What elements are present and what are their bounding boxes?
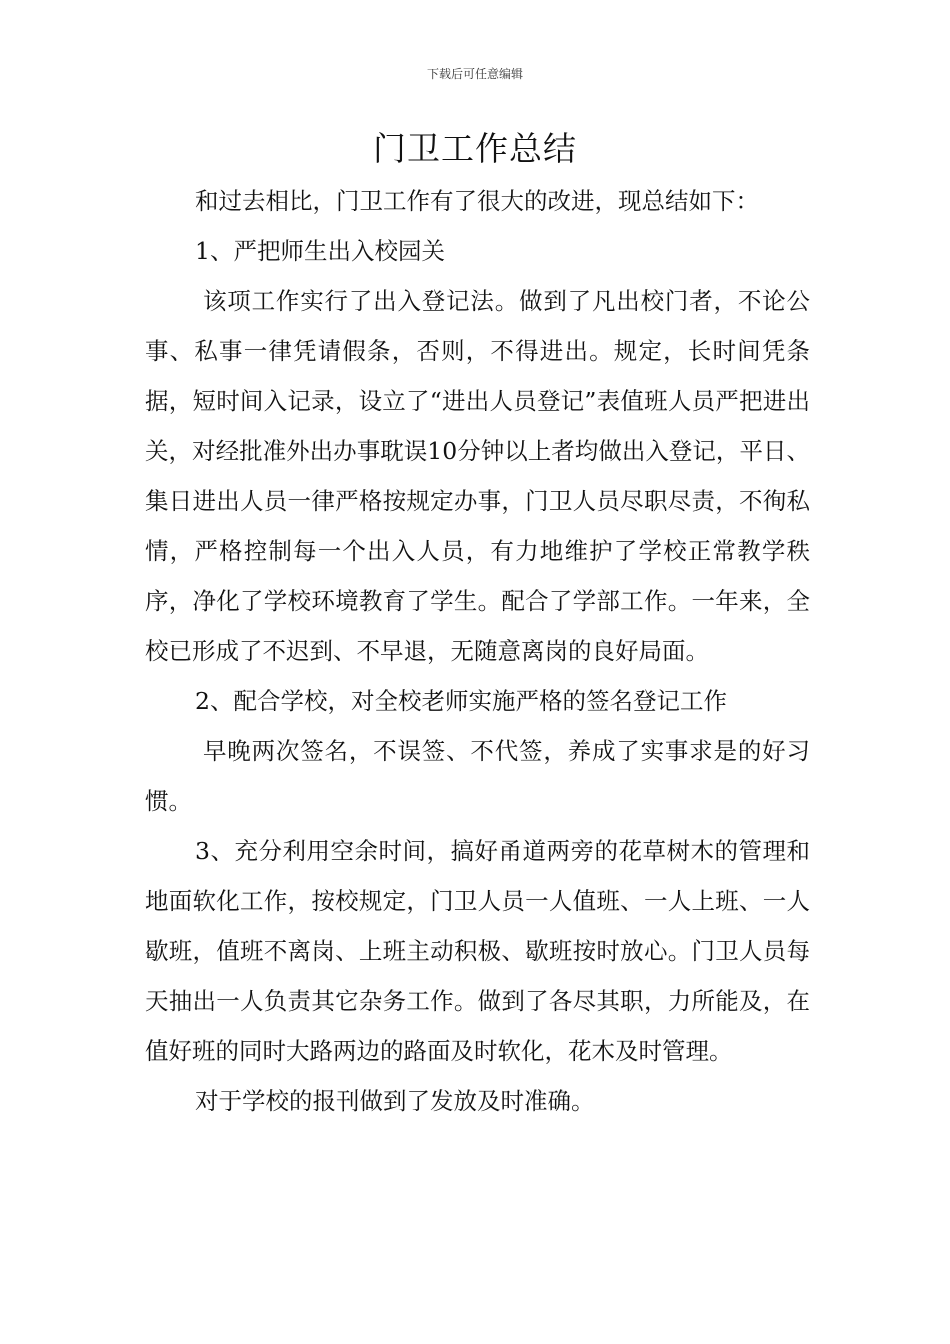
closing-paragraph: 对于学校的报刊做到了发放及时准确。 [195, 1087, 595, 1115]
section-body-1: 该项工作实行了出入登记法。做到了凡出校门者，不论公事、私事一律凭请假条，否则，不得进出。规定，长时间凭条据，短时间入记录，设立了“进出人员登记”表值班人员严把进出关，对经批准外出办事耽误10分钟以上者均做出入登记，平日、集日进出人员一律严格按规定办事，门卫人员尽职尽责，不徇私情，严格控制每一个出入人员，有力地维护了学校正常教学秩序，净化了学校环境教育了学生。配合了学部工作。一年来，全校已形成了不迟到、不早退，无随意离岗的良好局面。 [145, 287, 810, 665]
section-body-3: 3、充分利用空余时间，搞好甬道两旁的花草树木的管理和地面软化工作，按校规定，门卫人员一人值班、一人上班、一人歇班，值班不离岗、上班主动积极、歇班按时放心。门卫人员每天抽出一人负责其它杂务工作。做到了各尽其职，力所能及，在值好班的同时大路两边的路面及时软化，花木及时管理。 [145, 837, 810, 1065]
document-title: 门卫工作总结 [373, 129, 577, 168]
section-heading-1: 1、严把师生出入校园关 [195, 237, 445, 265]
section-body-2: 早晚两次签名，不误签、不代签，养成了实事求是的好习惯。 [145, 737, 810, 815]
section-heading-2: 2、配合学校，对全校老师实施严格的签名登记工作 [195, 687, 727, 715]
intro-paragraph: 和过去相比，门卫工作有了很大的改进，现总结如下： [195, 187, 759, 215]
document-body [145, 176, 810, 1126]
page-header-note: 下载后可任意编辑 [426, 67, 523, 81]
